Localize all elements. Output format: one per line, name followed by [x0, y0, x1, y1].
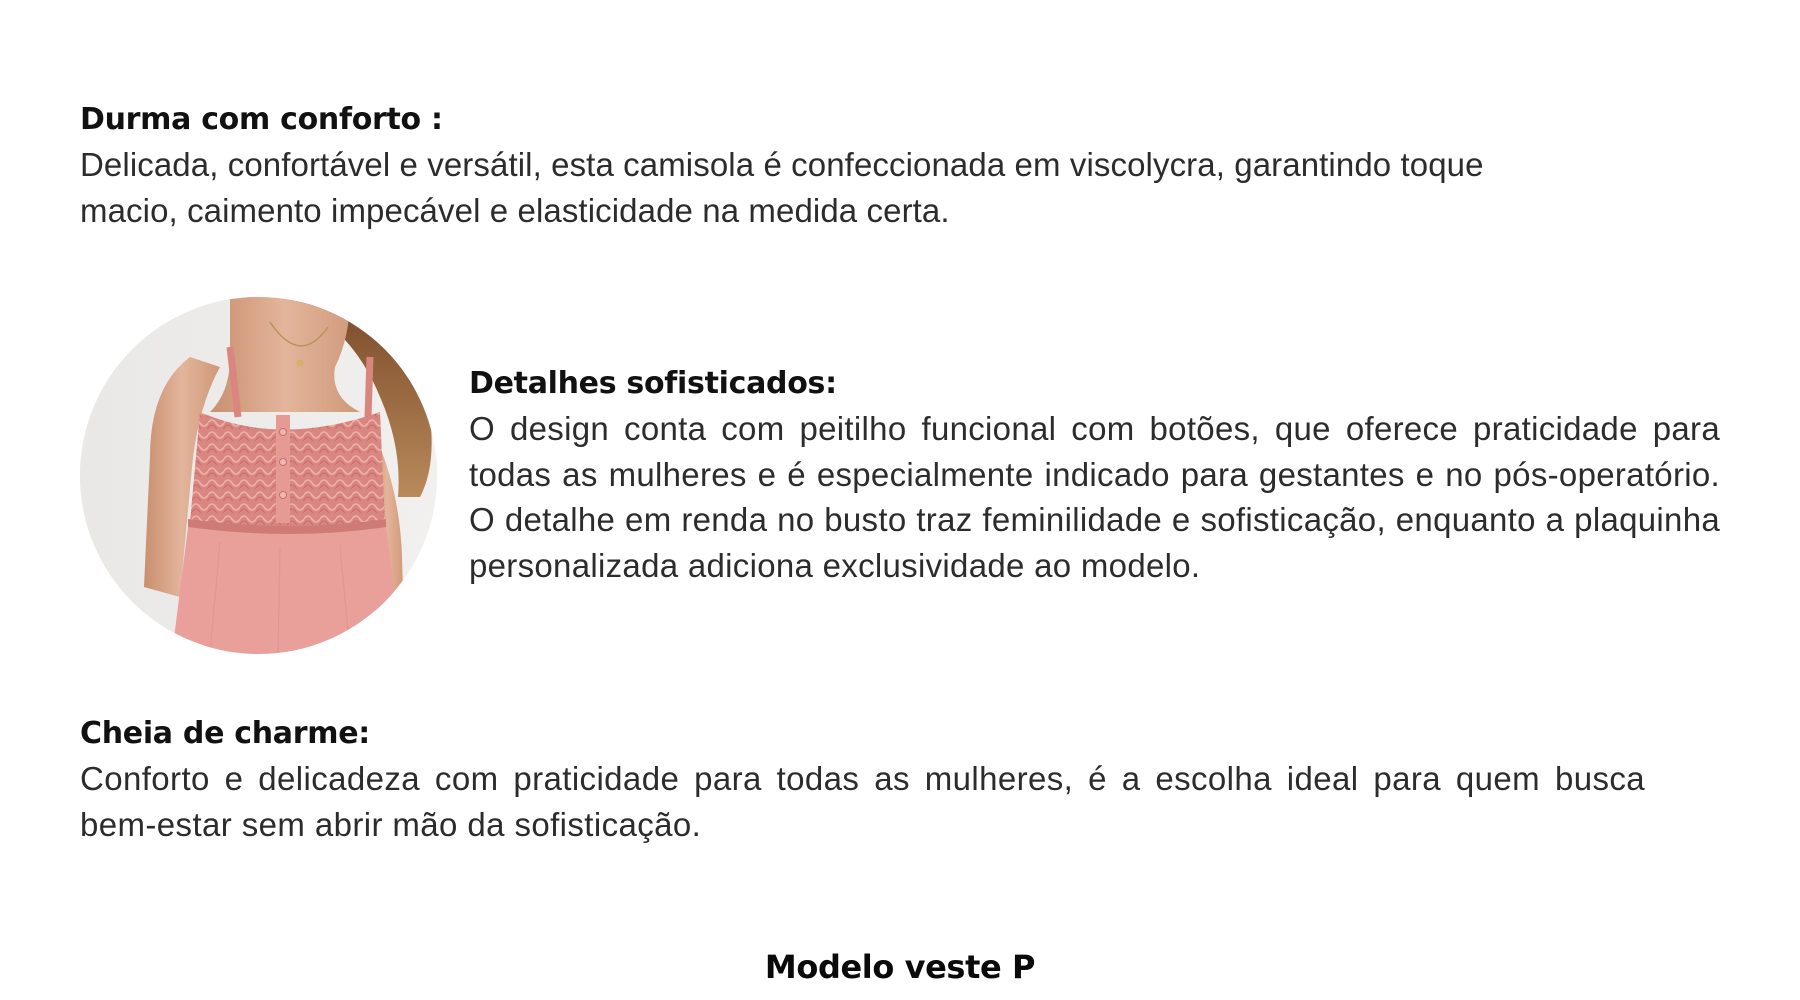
- section-heading: Detalhes sofisticados:: [469, 366, 837, 401]
- model-size-caption: Modelo veste P: [764, 948, 1036, 986]
- product-photo: [80, 297, 437, 654]
- section-description: Delicada, confortável e versátil, esta camisola é confeccionada em viscolycra, garantindo toque macio, caimento impecável e elasticidade na medida certa.: [80, 146, 1484, 229]
- section-description: O design conta com peitilho funcional com botões, que oferece praticidade para todas as mulheres e é especialmente indicado para gestantes e no pós-operatório. O detalhe em renda no busto traz feminilidade e sofisticação, enquanto a plaquinha personalizada adiciona exclusividade ao modelo.: [469, 410, 1720, 584]
- section-detalhes-sofisticados: [469, 361, 1720, 588]
- section-heading: Cheia de charme:: [80, 716, 370, 751]
- section-heading: Durma com conforto :: [80, 102, 443, 137]
- section-description: Conforto e delicadeza com praticidade para todas as mulheres, é a escolha ideal para quem busca bem-estar sem abrir mão da sofisticação.: [80, 760, 1645, 843]
- section-durma-com-conforto: [80, 97, 1540, 233]
- section-cheia-de-charme: [80, 711, 1645, 847]
